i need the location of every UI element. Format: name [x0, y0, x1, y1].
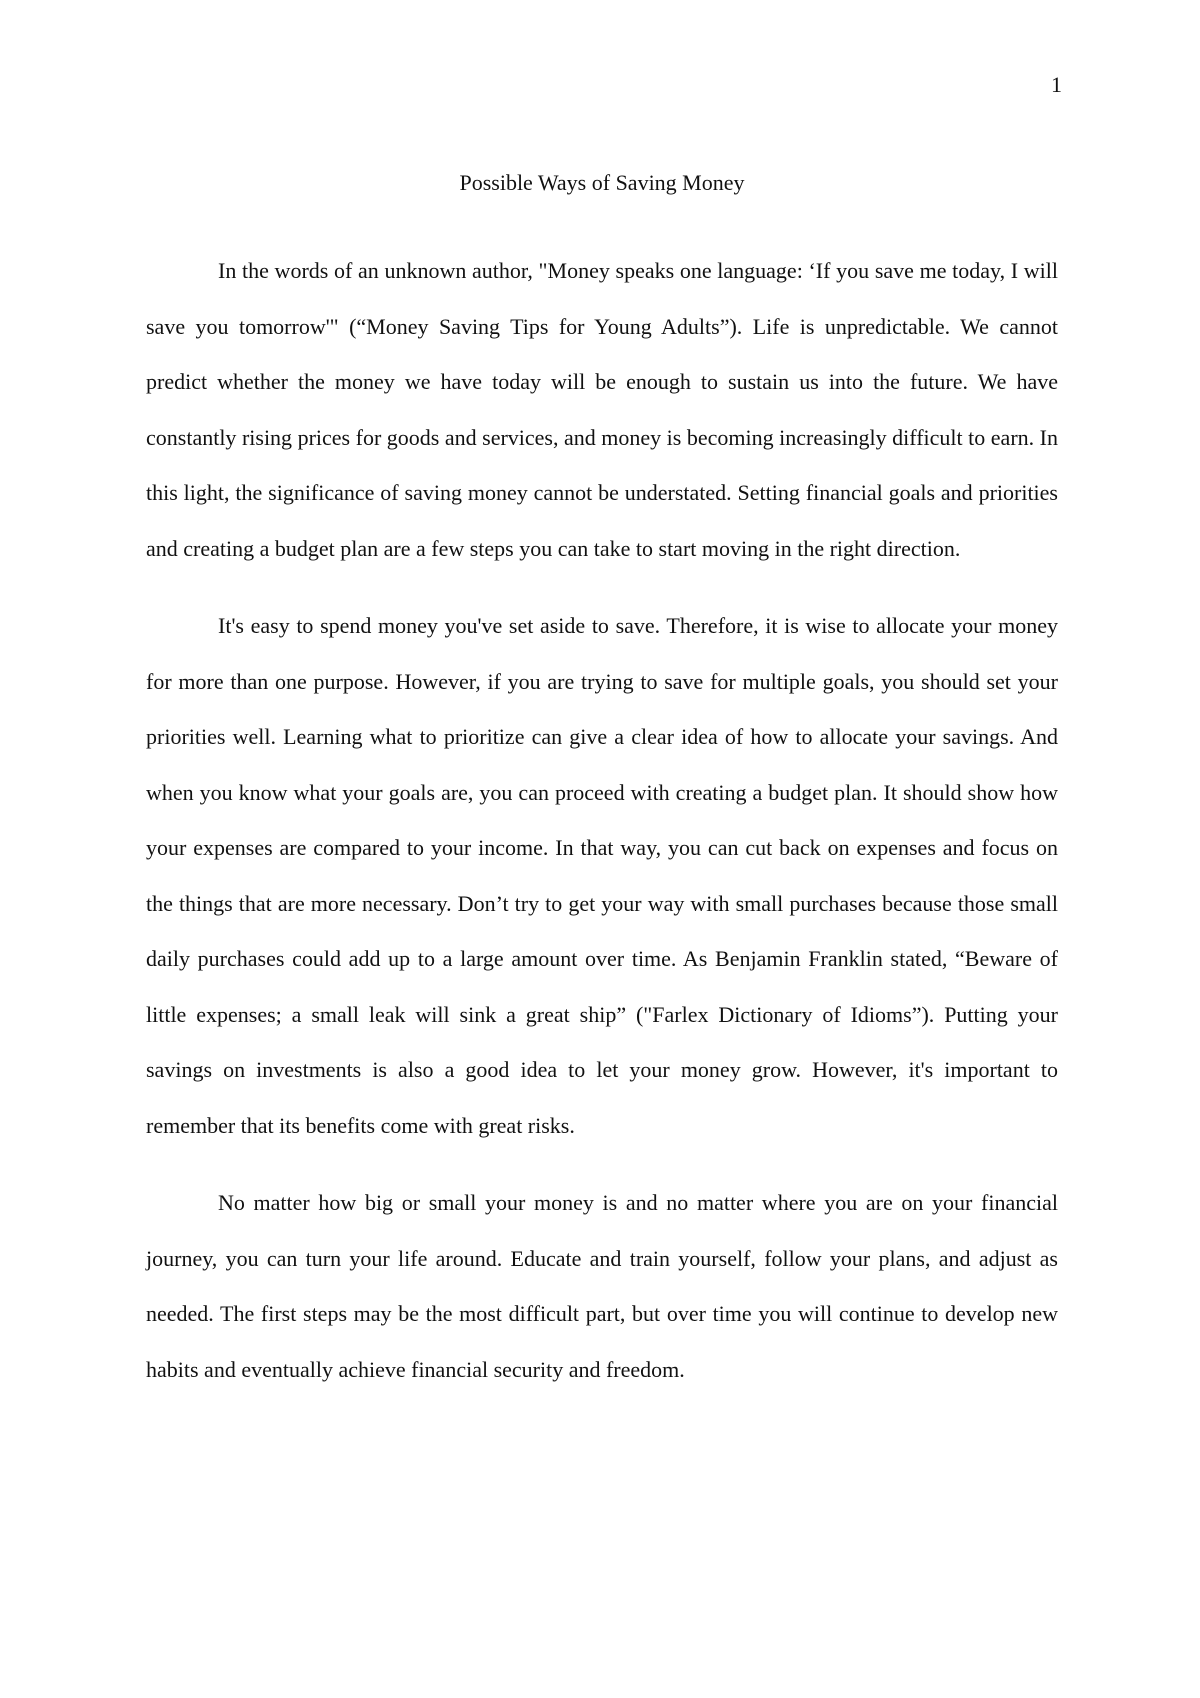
- document-body: [146, 243, 1058, 1397]
- paragraph-intro: In the words of an unknown author, "Money speaks one language: ‘If you save me today, I will save you tomorrow'" (“Money Saving Tips for Young Adults”). Life is unpredictable. We cannot predict whether the money we have today will be enough to sustain us into the future. We have constantly rising prices for goods and services, and money is becoming increasingly difficult to earn. In this light, the significance of saving money cannot be understated. Setting financial goals and priorities and creating a budget plan are a few steps you can take to start moving in the right direction.: [146, 258, 1058, 561]
- paragraph-conclusion: No matter how big or small your money is and no matter where you are on your financial journey, you can turn your life around. Educate and train yourself, follow your plans, and adjust as needed. The first steps may be the most difficult part, but over time you will continue to develop new habits and eventually achieve financial security and freedom.: [146, 1190, 1058, 1382]
- page-number: 1: [1051, 72, 1062, 97]
- document-title: Possible Ways of Saving Money: [459, 170, 745, 195]
- paragraph-body: It's easy to spend money you've set aside to save. Therefore, it is wise to allocate your money for more than one purpose. However, if you are trying to save for multiple goals, you should set your priorities well. Learning what to prioritize can give a clear idea of how to allocate your savings. And when you know what your goals are, you can proceed with creating a budget plan. It should show how your expenses are compared to your income. In that way, you can cut back on expenses and focus on the things that are more necessary. Don’t try to get your way with small purchases because those small daily purchases could add up to a large amount over time. As Benjamin Franklin stated, “Beware of little expenses; a small leak will sink a great ship” ("Farlex Dictionary of Idioms”). Putting your savings on investments is also a good idea to let your money grow. However, it's important to remember that its benefits come with great risks.: [146, 613, 1058, 1138]
